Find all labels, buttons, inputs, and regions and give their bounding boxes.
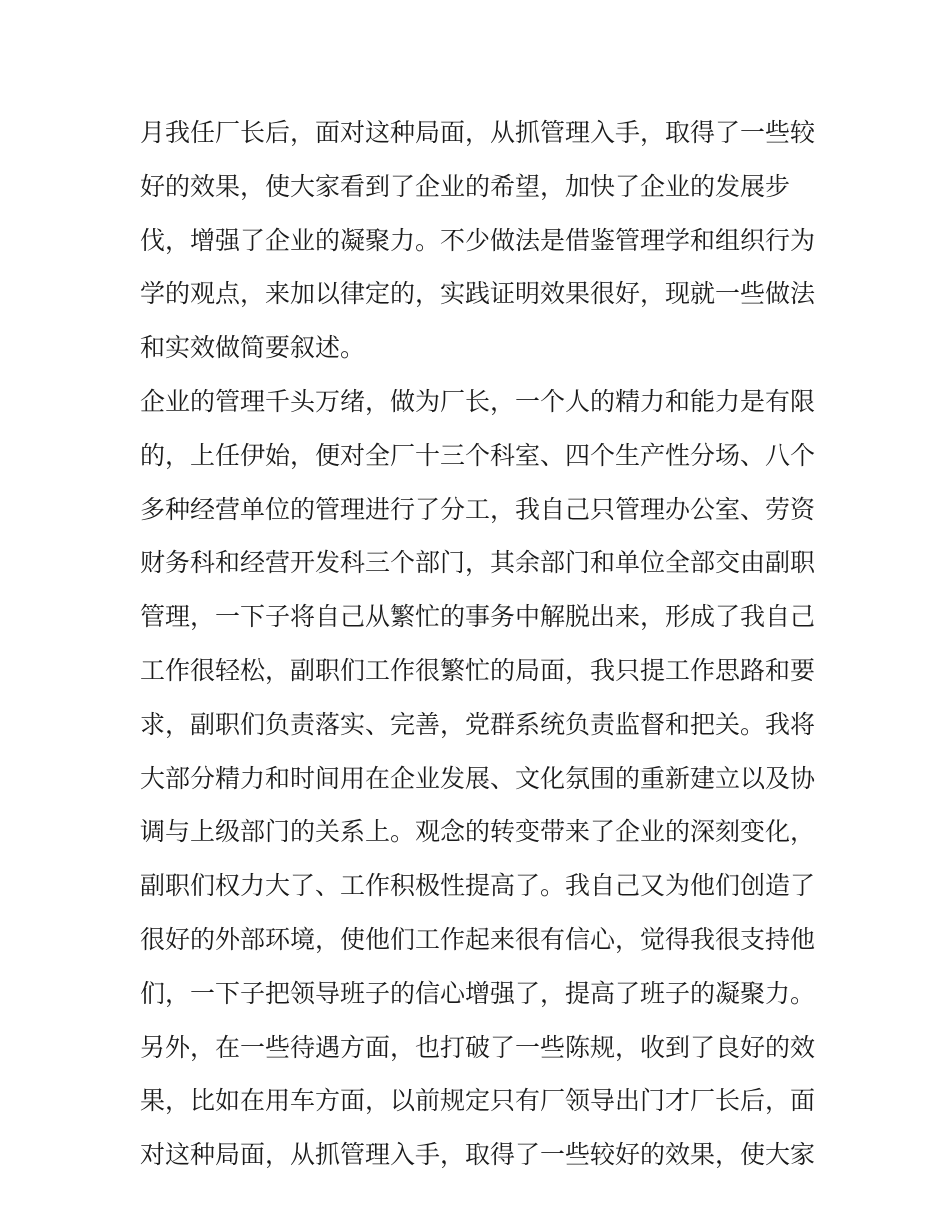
- text-line: 副职们权力大了、工作积极性提高了。我自己又为他们创造了: [140, 871, 816, 901]
- text-line: 企业的管理千头万绪，做为厂长，一个人的精力和能力是有限: [140, 386, 816, 416]
- text-line: 学的观点，来加以律定的，实践证明效果很好，现就一些做法: [140, 279, 816, 309]
- text-line: 工作很轻松，副职们工作很繁忙的局面，我只提工作思路和要: [140, 655, 816, 685]
- text-line: 和实效做简要叙述。: [140, 333, 366, 363]
- text-line: 们，一下子把领导班子的信心增强了，提高了班子的凝聚力。: [140, 978, 816, 1008]
- text-line: 很好的外部环境，使他们工作起来很有信心，觉得我很支持他: [140, 924, 816, 954]
- text-line: 管理，一下子将自己从繁忙的事务中解脱出来，形成了我自己: [140, 602, 816, 632]
- text-line: 果，比如在用车方面，以前规定只有厂领导出门才厂长后，面: [140, 1086, 816, 1116]
- text-line: 财务科和经营开发科三个部门，其余部门和单位全部交由副职: [140, 548, 816, 578]
- text-line: 月我任厂长后，面对这种局面，从抓管理入手，取得了一些较: [140, 118, 816, 147]
- body-text: [140, 106, 820, 1182]
- text-line: 另外，在一些待遇方面，也打破了一些陈规，收到了良好的效: [140, 1032, 816, 1062]
- text-line: 大部分精力和时间用在企业发展、文化氛围的重新建立以及协: [140, 763, 816, 793]
- text-line: 伐，增强了企业的凝聚力。不少做法是借鉴管理学和组织行为: [140, 225, 816, 255]
- text-line: 调与上级部门的关系上。观念的转变带来了企业的深刻变化，: [140, 817, 816, 847]
- text-line: 好的效果，使大家看到了企业的希望，加快了企业的发展步: [140, 171, 791, 201]
- text-line: 的，上任伊始，便对全厂十三个科室、四个生产性分场、八个: [140, 440, 816, 470]
- text-line: 多种经营单位的管理进行了分工，我自己只管理办公室、劳资: [140, 494, 816, 524]
- text-line: 求，副职们负责落实、完善，党群系统负责监督和把关。我将: [140, 709, 816, 739]
- text-line: 对这种局面，从抓管理入手，取得了一些较好的效果，使大家: [140, 1140, 816, 1170]
